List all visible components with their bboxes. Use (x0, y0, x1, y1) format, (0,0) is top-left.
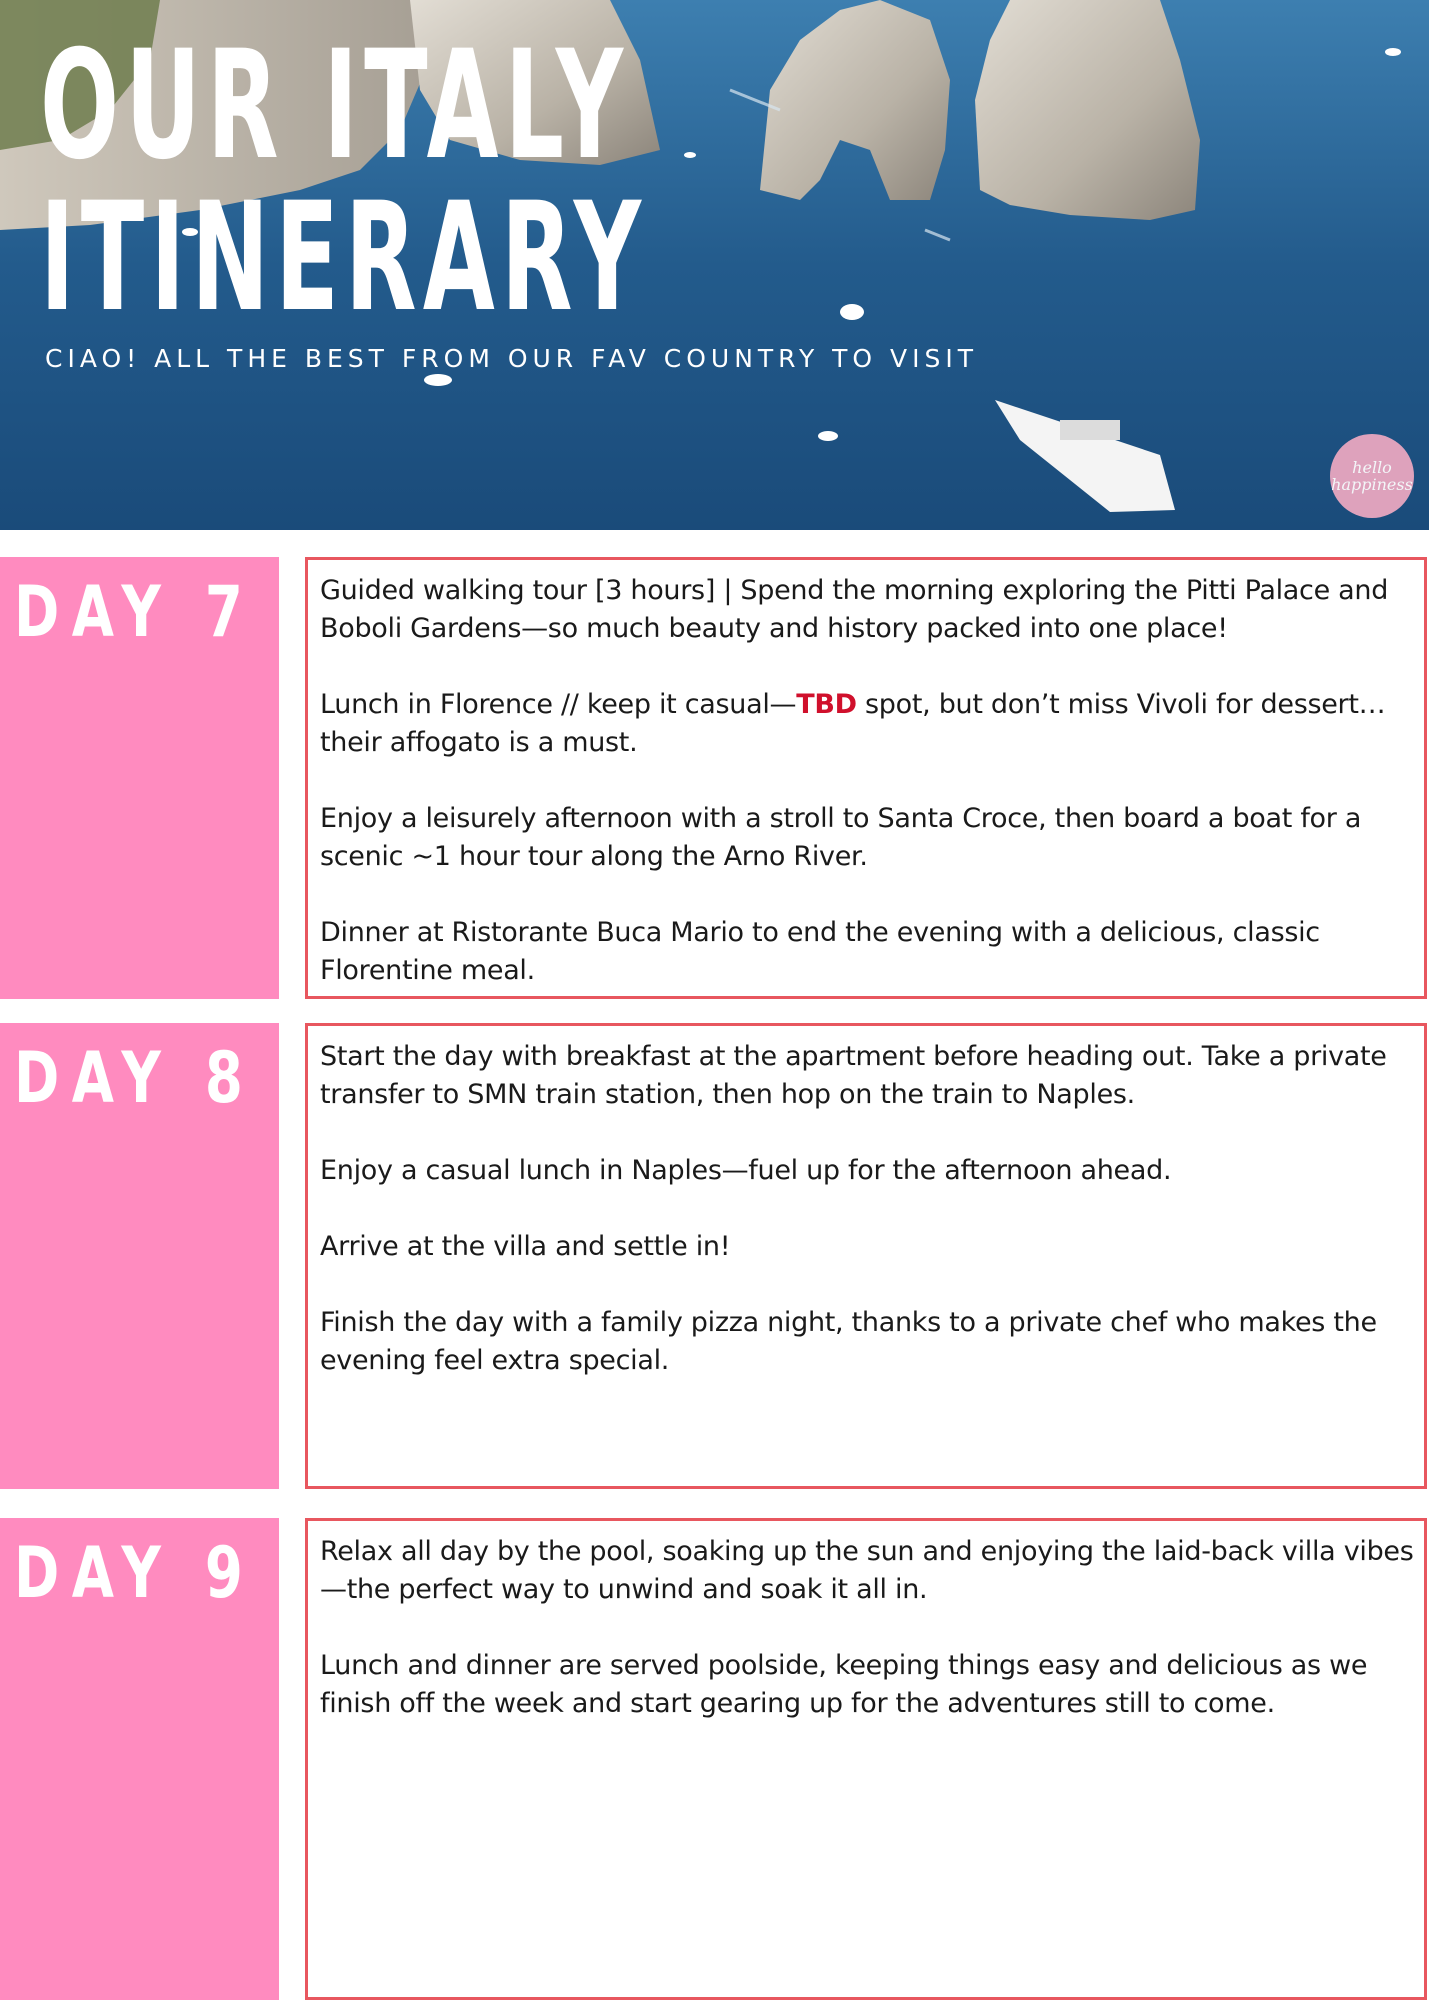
activity-paragraph: Arrive at the villa and settle in! (320, 1231, 731, 1262)
hero-banner (0, 0, 1429, 530)
hello-happiness-logo (1330, 434, 1414, 518)
logo-line-2: happiness (1331, 475, 1413, 494)
page-subtitle: CIAO! ALL THE BEST FROM OUR FAV COUNTRY TO VISIT (45, 344, 979, 373)
day-label: DAY 7 (14, 571, 256, 653)
lunch-text-end: spot, but don’t miss Vivoli for dessert… their affogato is a must. (320, 689, 1386, 758)
day-8-section (0, 1023, 1429, 1489)
title-line-1: OUR ITALY (40, 19, 630, 193)
activity-paragraph: Dinner at Ristorante Buca Mario to end the evening with a delicious, classic Florentine meal. (320, 917, 1320, 986)
lunch-text-start: Lunch in Florence // keep it casual— (320, 689, 797, 720)
day-label-block (0, 1518, 279, 2000)
page-title (40, 19, 648, 345)
title-line-2: ITINERARY (40, 171, 648, 345)
activity-paragraph: Enjoy a leisurely afternoon with a stroll to Santa Croce, then board a boat for a scenic ~1 hour tour along the Arno River. (320, 803, 1362, 872)
day-label-block (0, 557, 279, 999)
activity-paragraph: Start the day with breakfast at the apartment before heading out. Take a private transfer to SMN train station, then hop on the train to Naples. (320, 1041, 1387, 1110)
tbd-highlight: TBD (796, 689, 857, 720)
day-9-section (0, 1518, 1429, 2000)
day-details-box (305, 1518, 1427, 2000)
logo-line-1: hello (1352, 458, 1392, 477)
day-label-block (0, 1023, 279, 1489)
lunch-paragraph (320, 686, 1414, 762)
activity-paragraph: Guided walking tour [3 hours] | Spend the morning exploring the Pitti Palace and Boboli Gardens—so much beauty and history packed into one place! (320, 575, 1389, 644)
day-7-section (0, 557, 1429, 999)
activity-paragraph: Relax all day by the pool, soaking up the sun and enjoying the laid-back villa vibes—the perfect way to unwind and soak it all in. (320, 1536, 1414, 1605)
day-label: DAY 8 (14, 1037, 256, 1119)
day-details-box (305, 557, 1427, 999)
activity-paragraph: Enjoy a casual lunch in Naples—fuel up for the afternoon ahead. (320, 1155, 1172, 1186)
day-label: DAY 9 (14, 1532, 256, 1614)
activity-paragraph: Finish the day with a family pizza night, thanks to a private chef who makes the evening feel extra special. (320, 1307, 1377, 1376)
activity-paragraph: Lunch and dinner are served poolside, keeping things easy and delicious as we finish off the week and start gearing up for the adventures still to come. (320, 1650, 1368, 1719)
day-details-box (305, 1023, 1427, 1489)
